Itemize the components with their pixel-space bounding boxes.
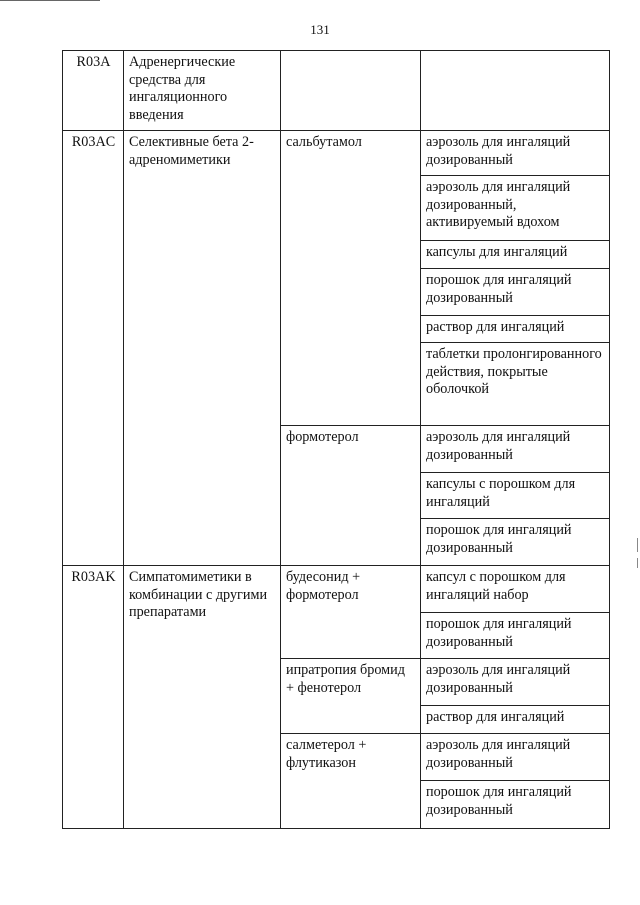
- page-number: 131: [310, 22, 330, 37]
- substance-name: салметерол + флутиказон: [281, 734, 421, 829]
- scan-margin-mark: [637, 538, 638, 552]
- table-row: [63, 131, 610, 176]
- dosage-form: аэрозоль для ингаляций дозированный, активируемый вдохом: [421, 176, 610, 241]
- dosage-form: порошок для ингаляций дозированный: [421, 613, 610, 659]
- dosage-form: порошок для ингаляций дозированный: [421, 269, 610, 316]
- dosage-form: аэрозоль для ингаляций дозированный: [421, 426, 610, 473]
- atc-group-name: Селективные бета 2-адреномиметики: [124, 131, 281, 566]
- dosage-form: аэрозоль для ингаляций дозированный: [421, 659, 610, 706]
- atc-code: R03AC: [63, 131, 124, 566]
- dosage-form: аэрозоль для ингаляций дозированный: [421, 734, 610, 781]
- table-row: [63, 566, 610, 613]
- atc-group-name: Адренергические средства для ингаляционного введения: [124, 51, 281, 131]
- dosage-form: раствор для ингаляций: [421, 316, 610, 343]
- dosage-form-cell: [421, 51, 610, 131]
- scan-edge-line: [0, 0, 100, 1]
- atc-group-name: Симпатомиметики в комбинации с другими препаратами: [124, 566, 281, 829]
- atc-code: R03AK: [63, 566, 124, 829]
- table-row: [63, 51, 610, 131]
- dosage-form: капсул с порошком для ингаляций набор: [421, 566, 610, 613]
- scan-margin-mark: [637, 558, 638, 568]
- drug-table: [62, 50, 610, 829]
- dosage-form: капсулы с порошком для ингаляций: [421, 473, 610, 519]
- dosage-form: аэрозоль для ингаляций дозированный: [421, 131, 610, 176]
- substance-name: формотерол: [281, 426, 421, 566]
- substance-name: будесонид + формотерол: [281, 566, 421, 659]
- dosage-form: раствор для ингаляций: [421, 706, 610, 734]
- substance-cell: [281, 51, 421, 131]
- dosage-form: капсулы для ингаляций: [421, 241, 610, 269]
- atc-code: R03A: [63, 51, 124, 131]
- dosage-form: порошок для ингаляций дозированный: [421, 519, 610, 566]
- substance-name: сальбутамол: [281, 131, 421, 426]
- dosage-form: порошок для ингаляций дозированный: [421, 781, 610, 829]
- substance-name: ипратропия бромид + фенотерол: [281, 659, 421, 734]
- dosage-form: таблетки пролонгированного действия, покрытые оболочкой: [421, 343, 610, 426]
